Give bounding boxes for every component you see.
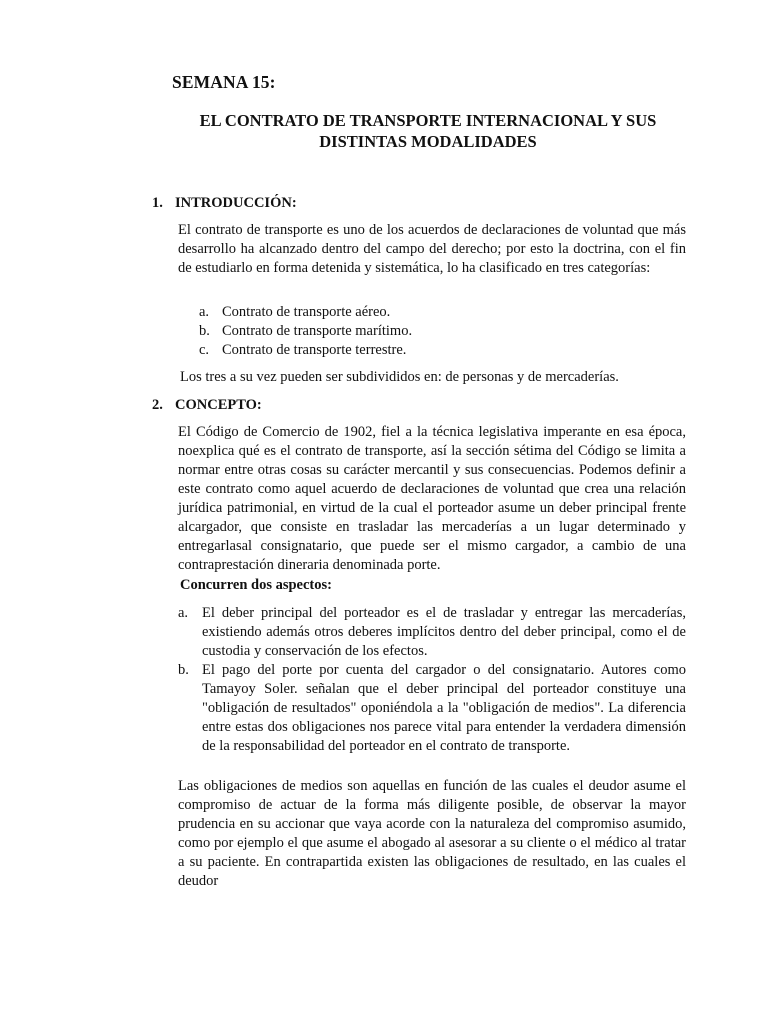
list-item: b. El pago del porte por cuenta del cargador o del consignatario. Autores como Tamayoy Soler. señalan que el deber principal del porteador constituye una "obligación de resultados" oponiéndola a la "obligación de medios". La diferencia entre estas dos obligaciones nos parece vital para entender la verdadera dimensión de la responsabilidad del porteador en el contrato de transporte. <box>178 662 686 754</box>
list-item: a. El deber principal del porteador es el de trasladar y entregar las mercaderías, existiendo además otros deberes implícitos dentro del deber principal, como el de custodia y conservación de los efectos. <box>178 605 686 659</box>
list-item: c. Contrato de transporte terrestre. <box>199 342 407 358</box>
title-line-2: DISTINTAS MODALIDADES <box>319 132 537 151</box>
week-label: SEMANA 15: <box>172 72 276 92</box>
section-heading-introduccion <box>152 195 297 212</box>
document-title <box>168 110 688 152</box>
section-title: CONCEPTO: <box>175 397 262 413</box>
section-heading-concepto <box>152 397 262 414</box>
title-line-1: EL CONTRATO DE TRANSPORTE INTERNACIONAL Y SUS <box>199 111 657 130</box>
section-number: 1. <box>152 195 163 211</box>
intro-paragraph: El contrato de transporte es uno de los acuerdos de declaraciones de voluntad que más desarrollo ha alcanzado dentro del campo del derecho; por esto la doctrina, con el fin de estudiarlo en forma detenida y sistemática, lo ha clasificado en tres categorías: <box>178 222 686 276</box>
obligations-paragraph: Las obligaciones de medios son aquellas en función de las cuales el deudor asume el compromiso de actuar de la forma más diligente posible, de observar la mayor prudencia en su accionar que vaya acorde con la naturaleza del compromiso asumido, como por ejemplo el que asume el abogado al asesorar a su cliente o el médico al tratar a su paciente. En contrapartida existen las obligaciones de resultado, en las cuales el deudor <box>178 778 686 889</box>
list-item: a. Contrato de transporte aéreo. <box>199 304 391 320</box>
aspects-list <box>178 604 686 756</box>
transport-categories-list <box>199 303 412 360</box>
list-item: b. Contrato de transporte marítimo. <box>199 323 413 339</box>
aspects-subheading: Concurren dos aspectos: <box>180 577 332 593</box>
section-title: INTRODUCCIÓN: <box>175 195 297 211</box>
concept-paragraph: El Código de Comercio de 1902, fiel a la técnica legislativa imperante en esa época, noexplica qué es el contrato de transporte, así la sección sétima del Código se limita a normar entre otras cosas su carácter mercantil y sus consecuencias. Podemos definir a este contrato como aquel acuerdo de declaraciones de voluntad que crea una relación jurídica patrimonial, en virtud de la cual el porteador asume un deber principal frente alcargador, que consiste en trasladar las mercaderías a un lugar determinado y entregarlasal consignatario, que puede ser el mismo cargador, a cambio de una contraprestación dineraria denominada porte. <box>178 424 686 573</box>
section-number: 2. <box>152 397 163 413</box>
intro-closing-text: Los tres a su vez pueden ser subdivididos en: de personas y de mercaderías. <box>180 369 619 385</box>
